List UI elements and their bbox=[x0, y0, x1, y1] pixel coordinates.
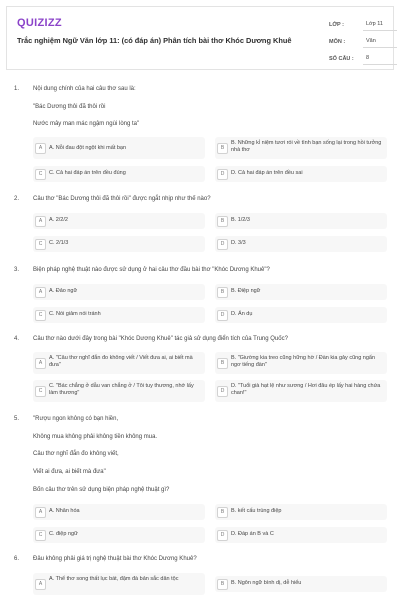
option-text: A. Đảo ngữ bbox=[49, 288, 78, 294]
option-text: A. "Câu thơ nghĩ đắn đo không viết / Viết đưa ai, ai biết mà đưa" bbox=[49, 355, 193, 368]
question-number: 4. bbox=[14, 336, 20, 342]
meta-panel bbox=[329, 16, 397, 67]
option-text: C. điệp ngữ bbox=[49, 531, 78, 537]
option-b[interactable] bbox=[215, 284, 387, 300]
option-d[interactable] bbox=[215, 236, 387, 252]
meta-label: LỚP : bbox=[329, 21, 344, 28]
question-quote: "Bác Dương thôi đã thôi rồi bbox=[33, 104, 106, 110]
option-letter: C bbox=[35, 530, 46, 541]
meta-label: MÔN : bbox=[329, 38, 346, 45]
option-text: B. 1/2/3 bbox=[231, 217, 250, 223]
meta-label: SỐ CÂU : bbox=[329, 55, 354, 62]
option-text: D. Đáp án B và C bbox=[231, 531, 274, 537]
meta-value: Lớp 11 bbox=[363, 19, 397, 31]
option-a[interactable] bbox=[33, 213, 205, 229]
option-text: B. Những kỉ niệm tươi rói về tình bạn sống lại trong hồi tưởng nhà thơ bbox=[231, 140, 382, 153]
option-letter: D bbox=[217, 530, 228, 541]
option-d[interactable] bbox=[215, 307, 387, 323]
option-text: D. Cả hai đáp án trên đều sai bbox=[231, 170, 303, 176]
option-text: A. 2/2/2 bbox=[49, 217, 68, 223]
question-number: 5. bbox=[14, 416, 20, 422]
option-letter: B bbox=[217, 143, 228, 154]
option-letter: C bbox=[35, 169, 46, 180]
meta-row-subject bbox=[329, 33, 397, 50]
meta-value: Văn bbox=[363, 36, 397, 48]
option-letter: C bbox=[35, 310, 46, 321]
meta-row-count bbox=[329, 50, 397, 67]
option-d[interactable] bbox=[215, 166, 387, 182]
question-quote: "Rượu ngon không có bạn hiền, bbox=[33, 416, 119, 422]
option-text: A. Nỗi đau đột ngột khi mất bạn bbox=[49, 145, 127, 151]
option-letter: B bbox=[217, 579, 228, 590]
option-letter: A bbox=[35, 579, 46, 590]
option-text: B. "Giường kia treo cũng hững hờ / Đàn kia gảy cũng ngẩn ngơ tiếng đàn" bbox=[231, 355, 376, 368]
option-a[interactable] bbox=[33, 284, 205, 300]
question-quote: Câu thơ nghĩ đắn đo không viết, bbox=[33, 451, 119, 457]
option-d[interactable] bbox=[215, 527, 387, 543]
question-text: Biện pháp nghệ thuật nào được sử dụng ở hai câu thơ đầu bài thơ "Khóc Dương Khuê"? bbox=[33, 267, 270, 273]
option-c[interactable] bbox=[33, 236, 205, 252]
option-text: B. kết cấu trùng điệp bbox=[231, 508, 282, 514]
option-b[interactable] bbox=[215, 137, 387, 159]
option-c[interactable] bbox=[33, 166, 205, 182]
option-letter: B bbox=[217, 358, 228, 369]
option-letter: A bbox=[35, 143, 46, 154]
option-text: A. Thể thơ song thất lục bát, đậm đà bản sắc dân tộc bbox=[49, 576, 179, 582]
option-b[interactable] bbox=[215, 213, 387, 229]
option-text: C. 2/1/3 bbox=[49, 240, 69, 246]
option-letter: B bbox=[217, 216, 228, 227]
quizizz-logo: QUIZIZZ bbox=[17, 17, 62, 29]
option-text: C. "Bác chẳng ở dẫu van chẳng ở / Tôi tuy thương, nhớ lấy làm thương" bbox=[49, 383, 194, 396]
question-quote: Viết ai đưa, ai biết mà đưa" bbox=[33, 469, 106, 475]
option-b[interactable] bbox=[215, 352, 387, 374]
option-b[interactable] bbox=[215, 504, 387, 520]
option-b[interactable] bbox=[215, 576, 387, 592]
option-c[interactable] bbox=[33, 527, 205, 543]
option-letter: D bbox=[217, 310, 228, 321]
worksheet-header bbox=[6, 6, 394, 70]
meta-value: 8 bbox=[363, 53, 397, 65]
question-number: 1. bbox=[14, 86, 20, 92]
option-a[interactable] bbox=[33, 573, 205, 595]
question-number: 3. bbox=[14, 267, 20, 273]
option-letter: A bbox=[35, 216, 46, 227]
option-d[interactable] bbox=[215, 380, 387, 402]
option-letter: C bbox=[35, 239, 46, 250]
option-letter: B bbox=[217, 507, 228, 518]
option-text: D. "Tuổi già hạt lệ như sương / Hơi đâu ép lấy hai hàng chứa chan!" bbox=[231, 383, 381, 396]
option-a[interactable] bbox=[33, 352, 205, 374]
option-c[interactable] bbox=[33, 380, 205, 402]
option-text: A. Nhân hóa bbox=[49, 508, 80, 514]
option-text: B. Ngôn ngữ bình dị, dễ hiểu bbox=[231, 580, 302, 586]
option-text: D. 3/3 bbox=[231, 240, 246, 246]
option-letter: B bbox=[217, 287, 228, 298]
question-number: 2. bbox=[14, 196, 20, 202]
meta-row-class bbox=[329, 16, 397, 33]
question-number: 6. bbox=[14, 556, 20, 562]
question-quote: Không mua không phải không tiền không mua. bbox=[33, 434, 158, 440]
question-text: Nội dung chính của hai câu thơ sau là: bbox=[33, 86, 136, 92]
option-a[interactable] bbox=[33, 137, 205, 159]
question-text: Đâu không phải giá trị nghệ thuật bài thơ Khóc Dương Khuê? bbox=[33, 556, 197, 562]
option-text: D. Ẩn dụ bbox=[231, 311, 253, 317]
option-letter: D bbox=[217, 239, 228, 250]
option-letter: D bbox=[217, 169, 228, 180]
question-text: Câu thơ nào dưới đây trong bài "Khóc Dương Khuê" tác giả sử dụng điển tích của Trung Quốc? bbox=[33, 336, 288, 342]
option-a[interactable] bbox=[33, 504, 205, 520]
option-letter: D bbox=[217, 386, 228, 397]
question-quote: Nước mây man mác ngậm ngùi lòng ta" bbox=[33, 121, 140, 127]
option-letter: A bbox=[35, 358, 46, 369]
option-text: C. Nói giảm nói tránh bbox=[49, 311, 101, 317]
option-c[interactable] bbox=[33, 307, 205, 323]
option-letter: A bbox=[35, 287, 46, 298]
option-text: B. Điệp ngữ bbox=[231, 288, 261, 294]
option-letter: A bbox=[35, 507, 46, 518]
question-text: Bốn câu thơ trên sử dụng biện pháp nghệ thuật gì? bbox=[33, 487, 170, 493]
question-text: Câu thơ "Bác Dương thôi đã thôi rồi" được ngắt nhịp như thế nào? bbox=[33, 196, 211, 202]
page-title: Trắc nghiệm Ngữ Văn lớp 11: (có đáp án) Phân tích bài thơ Khóc Dương Khuê bbox=[17, 36, 292, 45]
option-letter: C bbox=[35, 386, 46, 397]
option-text: C. Cả hai đáp án trên đều đúng bbox=[49, 170, 126, 176]
